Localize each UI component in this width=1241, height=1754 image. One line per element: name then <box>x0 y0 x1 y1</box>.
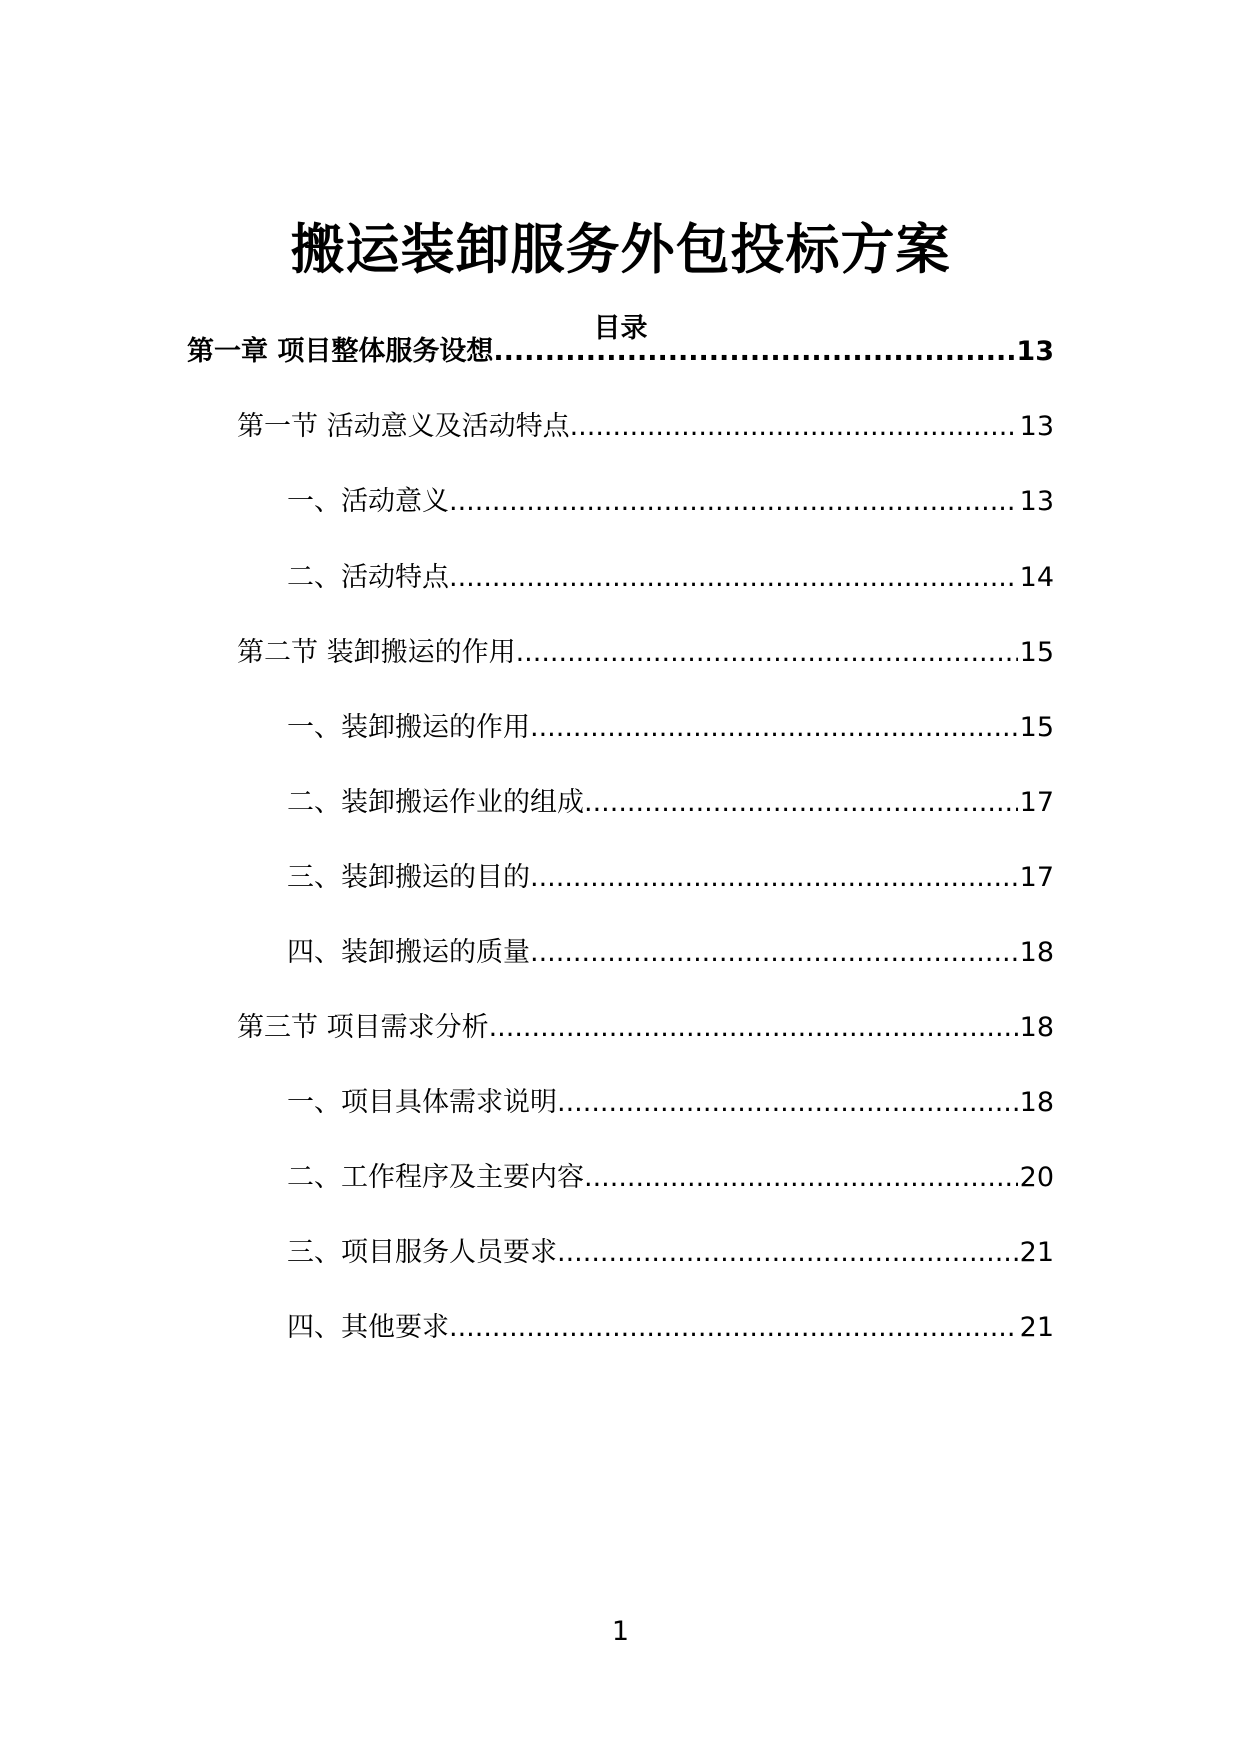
toc-entry-title: 一、活动意义 <box>287 486 449 517</box>
toc-dot-leader <box>516 633 1018 673</box>
toc-dot-leader <box>489 1008 1018 1048</box>
toc-entry-page: 17 <box>1019 862 1054 893</box>
toc-entry-item[interactable] <box>287 1158 1054 1198</box>
toc-entry-title: 第一节 活动意义及活动特点 <box>237 411 570 442</box>
toc-entry-title: 一、项目具体需求说明 <box>287 1087 557 1118</box>
toc-dot-leader <box>530 858 1018 898</box>
toc-dot-leader <box>557 1083 1018 1123</box>
toc-dot-leader <box>493 332 1014 372</box>
toc-entry-section-1-3[interactable] <box>237 1008 1054 1048</box>
toc-dot-leader <box>557 1233 1018 1273</box>
toc-entry-item[interactable] <box>287 783 1054 823</box>
toc-dot-leader <box>530 933 1018 973</box>
toc-entry-title: 第二节 装卸搬运的作用 <box>237 637 516 668</box>
toc-entry-chapter-1[interactable] <box>187 332 1054 372</box>
toc-entry-item[interactable] <box>287 482 1054 522</box>
toc-entry-section-1-2[interactable] <box>237 633 1054 673</box>
document-title: 搬运装卸服务外包投标方案 <box>290 218 951 282</box>
toc-entry-page: 18 <box>1019 1087 1054 1118</box>
toc-entry-item[interactable] <box>287 1308 1054 1348</box>
toc-entry-page: 21 <box>1019 1237 1054 1268</box>
toc-heading: 目录 <box>593 313 648 344</box>
toc-entry-page: 14 <box>1019 562 1054 593</box>
toc-entry-page: 15 <box>1019 712 1054 743</box>
toc-entry-title: 一、装卸搬运的作用 <box>287 712 530 743</box>
toc-entry-title: 二、工作程序及主要内容 <box>287 1162 584 1193</box>
toc-entry-title: 三、装卸搬运的目的 <box>287 862 530 893</box>
toc-dot-leader <box>530 708 1018 748</box>
toc-entry-item[interactable] <box>287 1233 1054 1273</box>
toc-entry-page: 21 <box>1019 1312 1054 1343</box>
toc-entry-title: 第三节 项目需求分析 <box>237 1012 489 1043</box>
toc-entry-page: 20 <box>1019 1162 1054 1193</box>
toc-dot-leader <box>584 1158 1018 1198</box>
toc-entry-page: 13 <box>1016 336 1054 367</box>
toc-entry-page: 18 <box>1019 1012 1054 1043</box>
toc-dot-leader <box>449 482 1018 522</box>
page-number: 1 <box>611 1616 630 1647</box>
toc-entry-page: 13 <box>1019 411 1054 442</box>
toc-dot-leader <box>449 1308 1018 1348</box>
toc-entry-item[interactable] <box>287 1083 1054 1123</box>
toc-entry-title: 二、装卸搬运作业的组成 <box>287 787 584 818</box>
toc-entry-item[interactable] <box>287 708 1054 748</box>
toc-entry-page: 15 <box>1019 637 1054 668</box>
toc-entry-section-1-1[interactable] <box>237 407 1054 447</box>
toc-entry-title: 三、项目服务人员要求 <box>287 1237 557 1268</box>
toc-entry-item[interactable] <box>287 933 1054 973</box>
toc-entry-title: 第一章 项目整体服务设想 <box>187 336 494 367</box>
toc-entry-page: 13 <box>1019 486 1054 517</box>
toc-entry-title: 四、其他要求 <box>287 1312 449 1343</box>
toc-dot-leader <box>449 558 1018 598</box>
toc-entry-page: 17 <box>1019 787 1054 818</box>
toc-entry-item[interactable] <box>287 558 1054 598</box>
toc-entry-page: 18 <box>1019 937 1054 968</box>
toc-entry-title: 二、活动特点 <box>287 562 449 593</box>
toc-entry-title: 四、装卸搬运的质量 <box>287 937 530 968</box>
toc-dot-leader <box>570 407 1018 447</box>
toc-entry-item[interactable] <box>287 858 1054 898</box>
toc-dot-leader <box>584 783 1018 823</box>
